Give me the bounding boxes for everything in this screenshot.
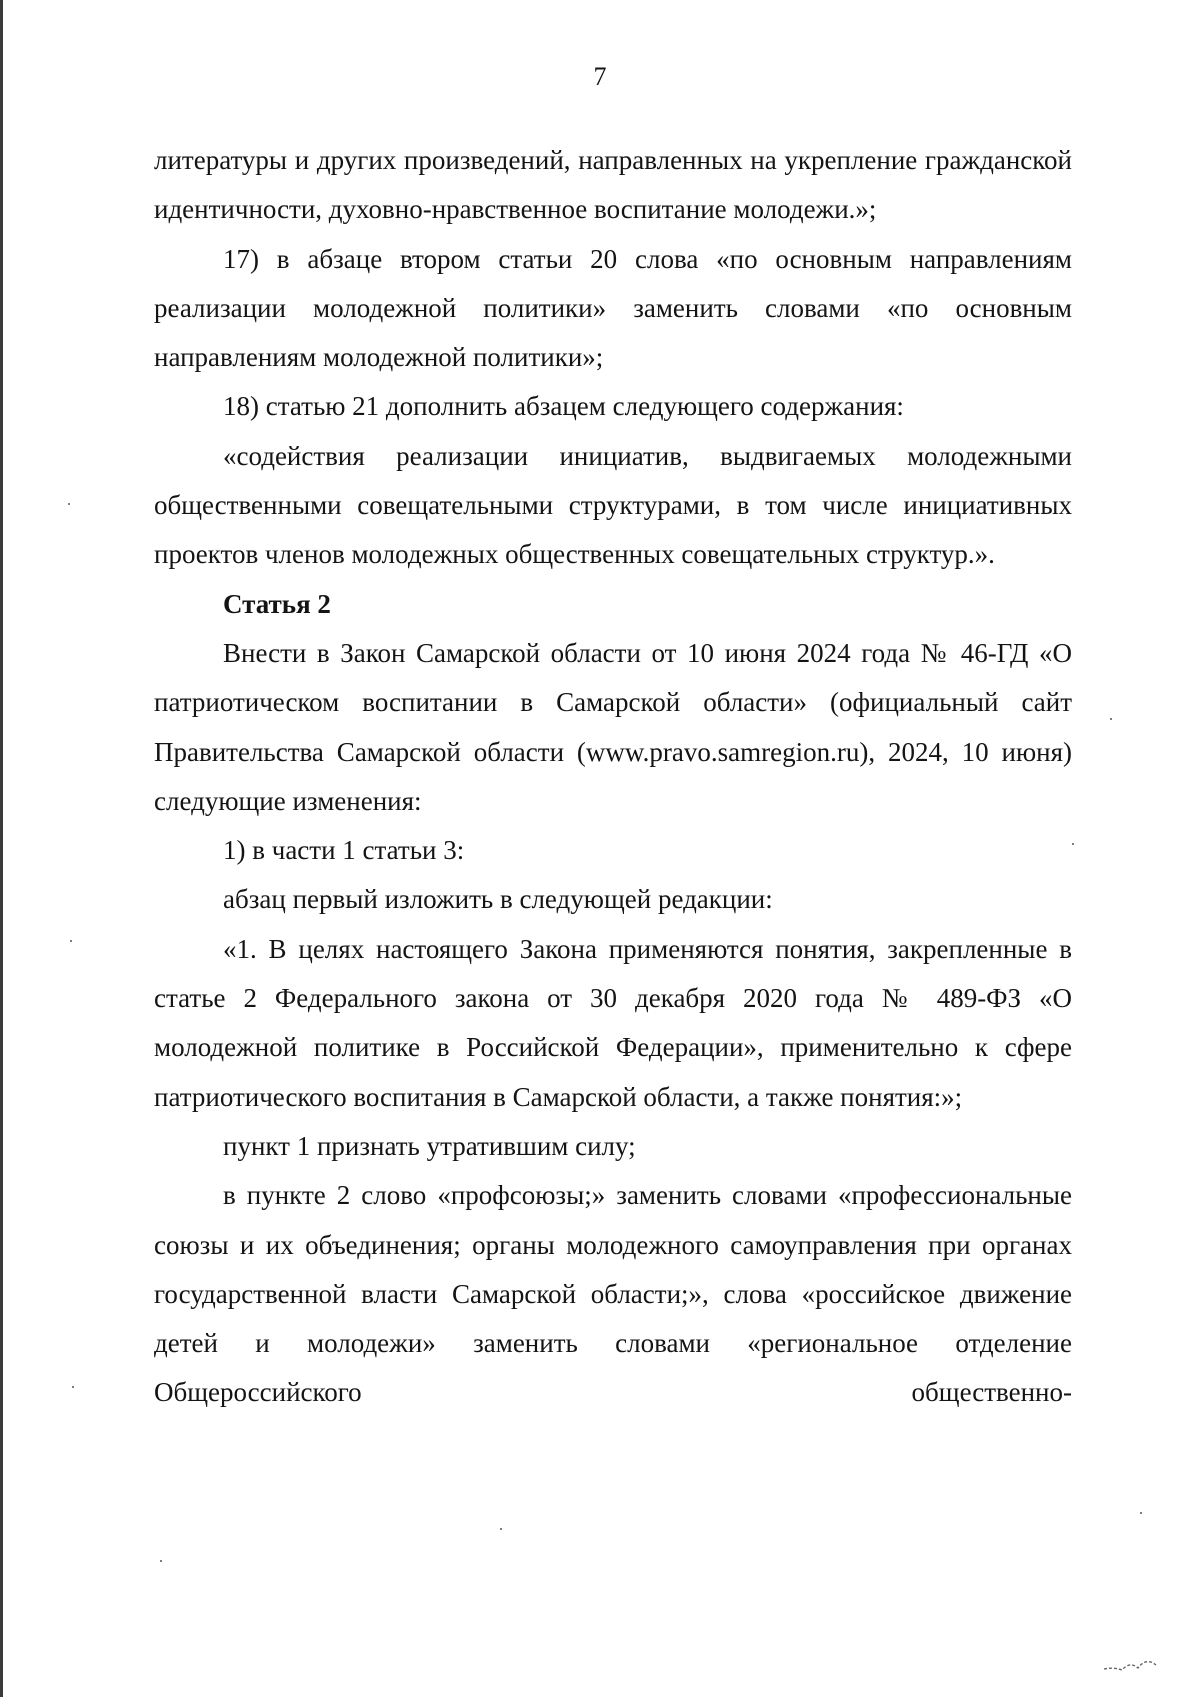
scan-speck — [72, 1386, 74, 1388]
paragraph-quote-definitions: «1. В целях настоящего Закона применяются понятия, закрепленные в статье 2 Федерального закона от 30 декабря 2020 года № 489-ФЗ «О молодежной политике в Российской Федерации», применительно к сфере патриотического воспитания в Самарской области, а также понятия:»; — [154, 933, 1072, 1112]
scan-speck — [160, 1560, 162, 1562]
scan-speck — [70, 940, 72, 942]
scan-speck — [500, 1528, 502, 1530]
paragraph-article-2-intro: Внести в Закон Самарской области от 10 июня 2024 года № 46-ГД «О патриотическом воспитании в Самарской области» (официальный сайт Правительства Самарской области (www.pravo.samregion.ru), 2024, 10 июня) следующие изменения: — [154, 637, 1072, 816]
paragraph-point-2: в пункте 2 слово «профсоюзы;» заменить словами «профессиональные союзы и их объединения; органы молодежного самоуправления при органах государственной власти Самарской области;», слова «российское движение детей и молодежи» заменить словами «региональное отделение Общероссийского общественно- — [154, 1180, 1072, 1408]
paragraph-point-1: пункт 1 признать утратившим силу; — [223, 1130, 636, 1161]
scan-speck — [1110, 718, 1112, 720]
scan-speck — [68, 503, 70, 505]
paragraph-first-abzac: абзац первый изложить в следующей редакции: — [223, 884, 773, 915]
corner-scan-mark — [1100, 1649, 1160, 1675]
scan-edge — [0, 0, 3, 1697]
scan-speck — [1072, 843, 1074, 845]
document-body — [154, 136, 1072, 1418]
paragraph-item-1: 1) в части 1 статьи 3: — [223, 835, 465, 866]
page-number: 7 — [593, 62, 607, 91]
paragraph-item-17: 17) в абзаце втором статьи 20 слова «по основным направлениям реализации молодежной политики» заменить словами «по основным направлениям молодежной политики»; — [154, 243, 1072, 373]
paragraph-item-18: 18) статью 21 дополнить абзацем следующего содержания: — [223, 391, 904, 422]
scan-speck — [1140, 1512, 1142, 1514]
paragraph-continuation: литературы и других произведений, направленных на укрепление гражданской идентичности, духовно-нравственное воспитание молодежи.»; — [154, 145, 1072, 225]
paragraph-quote-addition: «содействия реализации инициатив, выдвигаемых молодежными общественными совещательными структурами, в том числе инициативных проектов членов молодежных общественных совещательных структур.». — [154, 440, 1072, 570]
article-heading: Статья 2 — [223, 588, 331, 619]
